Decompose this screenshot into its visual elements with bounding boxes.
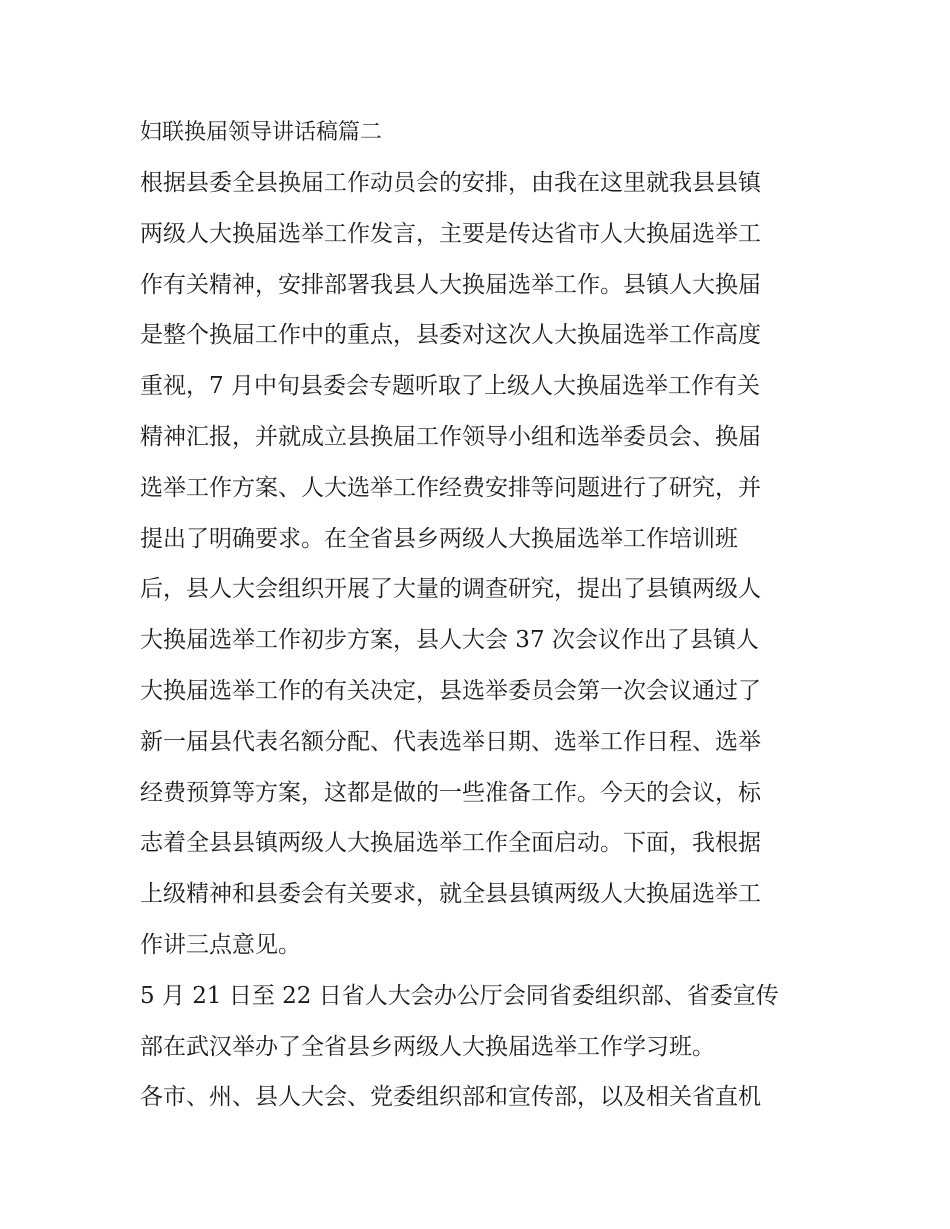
paragraph-2	[140, 971, 820, 1073]
paragraph-line: 大换届选举工作初步方案，县人大会 37 次会议作出了县镇人	[140, 627, 759, 654]
paragraph-line: 提出了明确要求。在全省县乡两级人大换届选举工作培训班	[140, 525, 738, 552]
paragraph-line: 精神汇报，并就成立县换届工作领导小组和选举委员会、换届	[140, 423, 761, 450]
paragraph-line: 作有关精神，安排部署我县人大换届选举工作。县镇人大换届	[140, 271, 761, 298]
paragraph-line: 上级精神和县委会有关要求，就全县县镇两级人大换届选举工	[140, 881, 761, 908]
paragraph-line: 部在武汉举办了全省县乡两级人大换届选举工作学习班。	[140, 1033, 715, 1060]
document-title: 妇联换届领导讲话稿篇二	[140, 120, 383, 145]
paragraph-3	[140, 1072, 820, 1123]
paragraph-line: 重视，7 月中旬县委会专题听取了上级人大换届选举工作有关	[140, 373, 760, 400]
paragraph-line: 根据县委全县换届工作动员会的安排，由我在这里就我县县镇	[140, 170, 761, 196]
paragraph-line: 经费预算等方案，这都是做的一些准备工作。今天的会议，标	[140, 779, 761, 806]
paragraph-line: 各市、州、县人大会、党委组织部和宣传部，以及相关省直机	[140, 1084, 761, 1111]
paragraph-line: 是整个换届工作中的重点，县委对这次人大换届选举工作高度	[140, 322, 761, 349]
paragraph-line: 新一届县代表名额分配、代表选举日期、选举工作日程、选举	[140, 728, 761, 755]
paragraph-line: 两级人大换届选举工作发言，主要是传达省市人大换届选举工	[140, 220, 761, 247]
paragraph-line: 大换届选举工作的有关决定，县选举委员会第一次会议通过了	[140, 677, 761, 704]
paragraph-1	[140, 158, 820, 971]
document-body	[140, 108, 820, 1123]
paragraph-line: 作讲三点意见。	[140, 931, 301, 958]
paragraph-line: 5 月 21 日至 22 日省人大会办公厅会同省委组织部、省委宣传	[140, 982, 779, 1009]
paragraph-line: 后，县人大会组织开展了大量的调查研究，提出了县镇两级人	[140, 576, 761, 603]
paragraph-line: 志着全县县镇两级人大换届选举工作全面启动。下面，我根据	[140, 830, 761, 857]
paragraph-line: 选举工作方案、人大选举工作经费安排等问题进行了研究，并	[140, 474, 761, 501]
